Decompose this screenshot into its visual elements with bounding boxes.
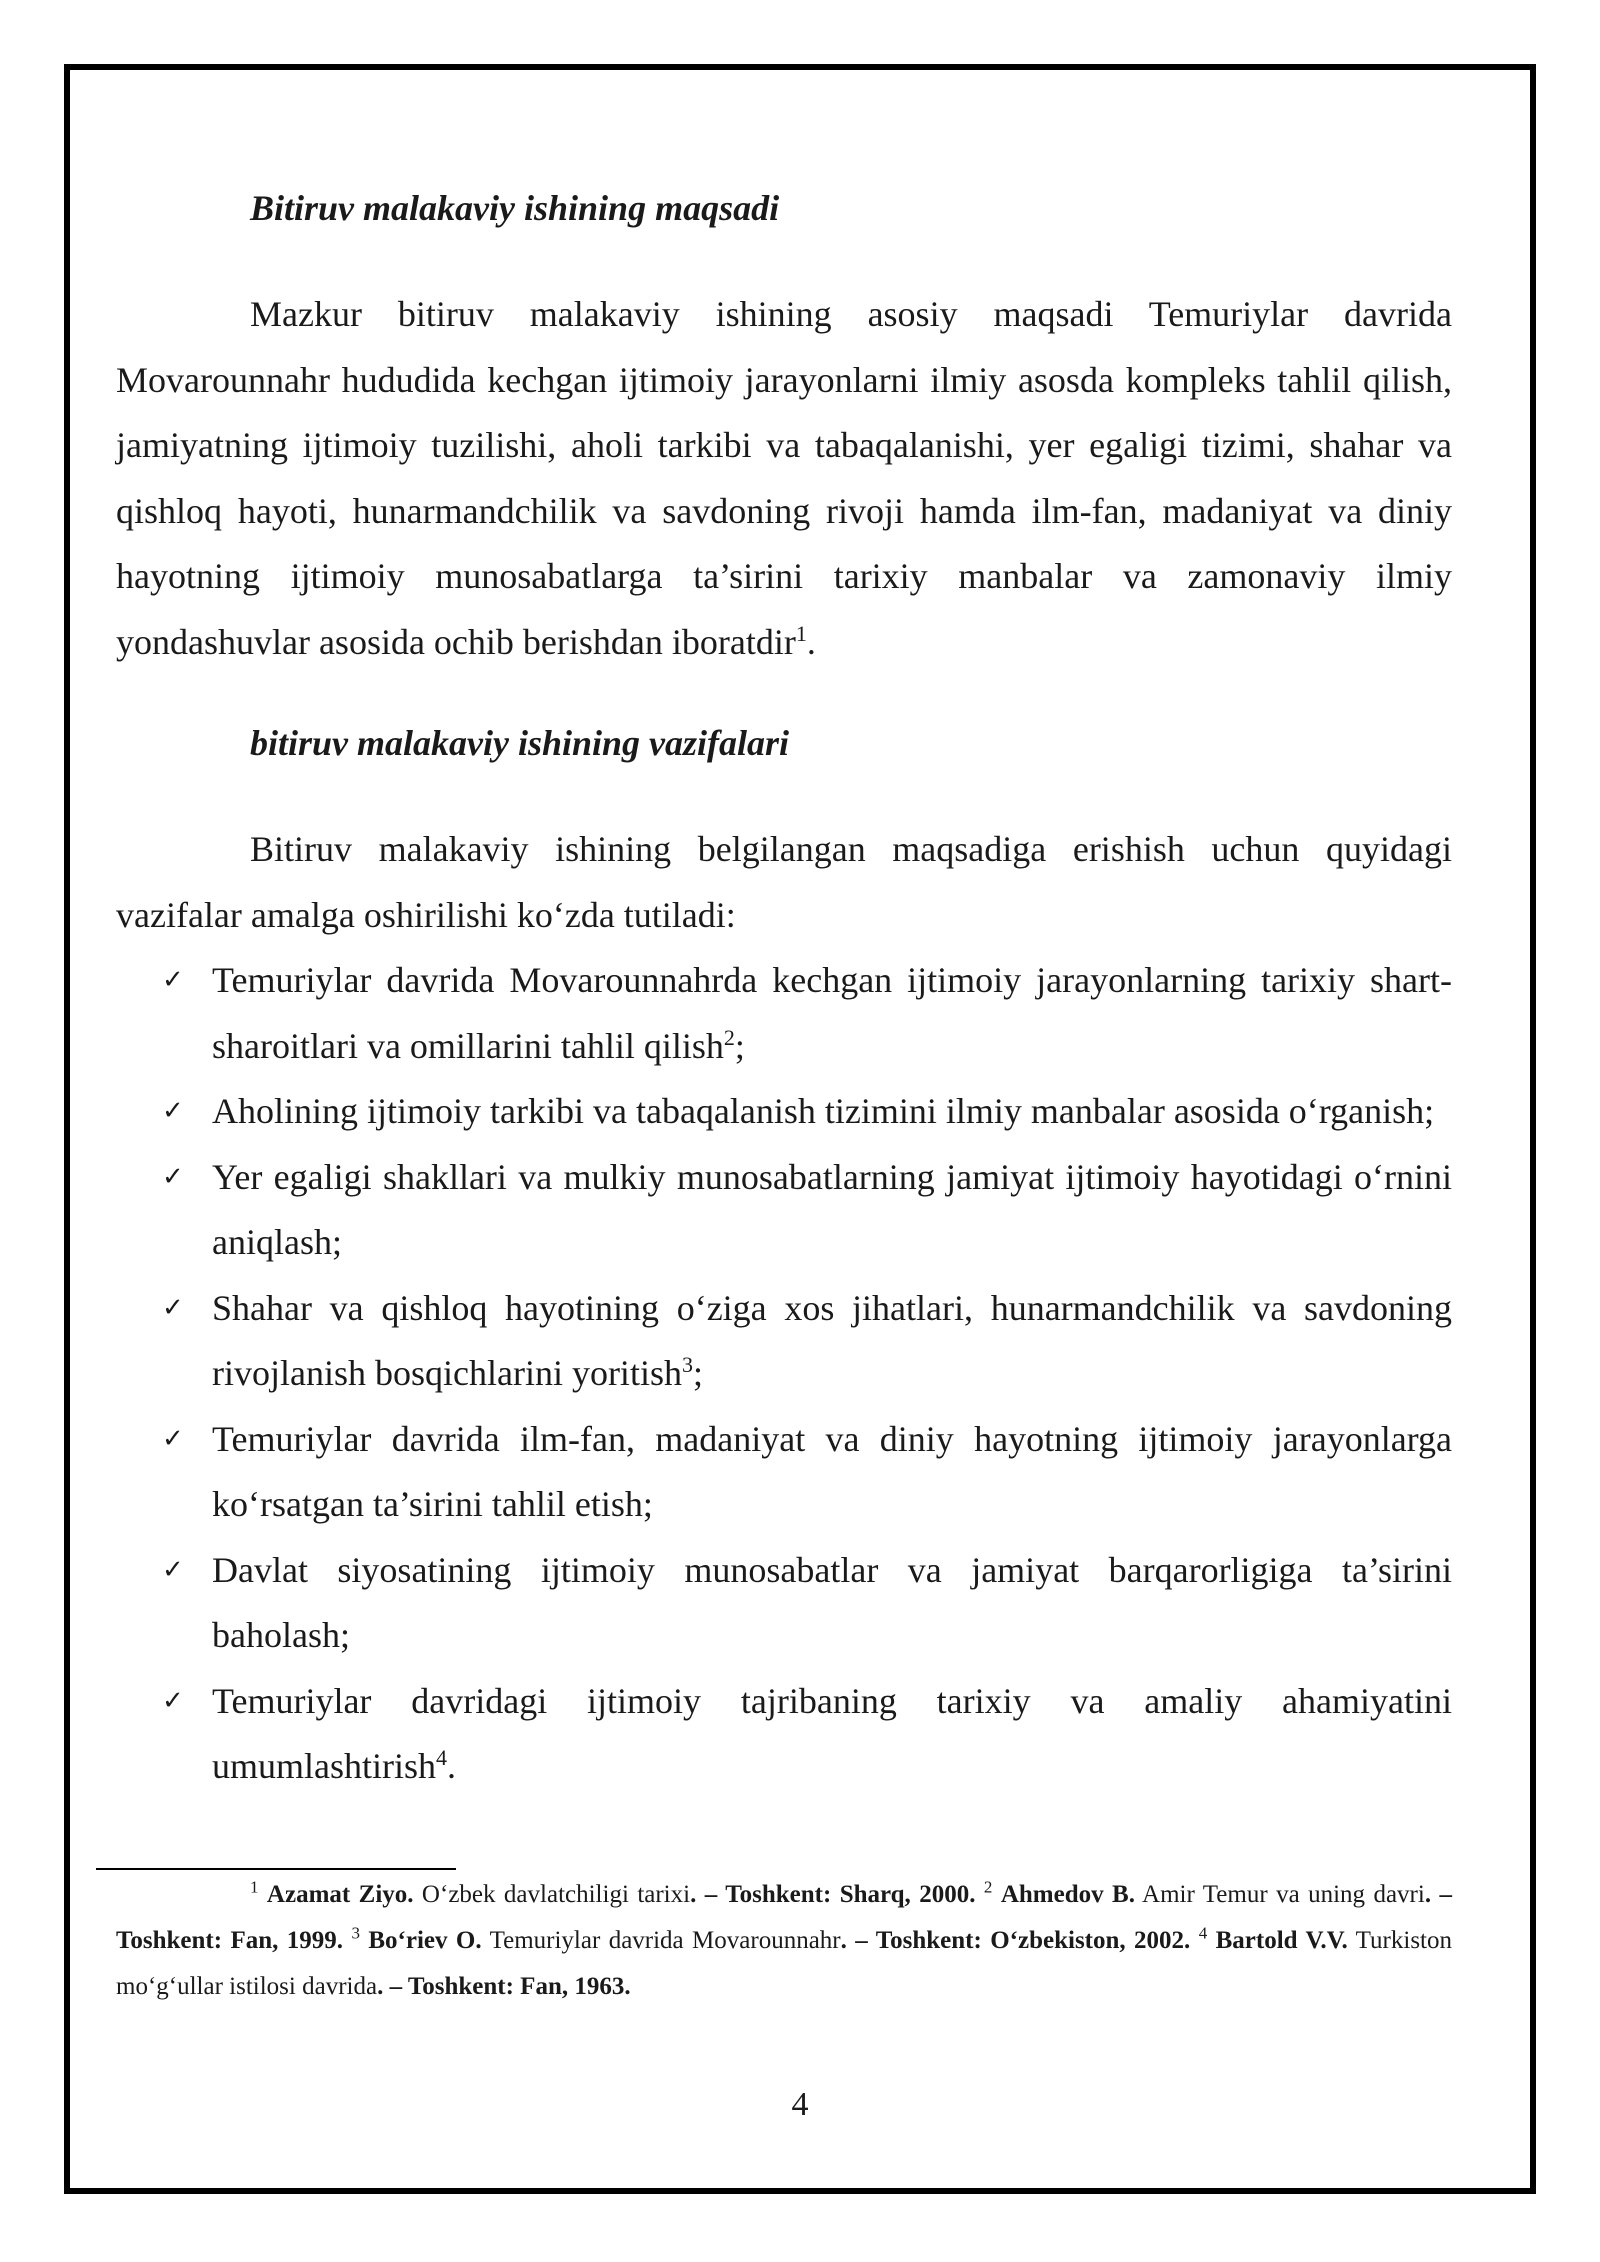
task-item xyxy=(116,1669,1452,1800)
footnote-publisher: . – Toshkent: Fan, 1963. xyxy=(377,1973,631,2000)
footnote-title: Amir Temur va uning davri xyxy=(1134,1881,1425,1908)
task-text: Davlat siyosatining ijtimoiy munosabatlar va jamiyat barqarorligiga ta’sirini baholash; xyxy=(212,1549,1452,1655)
goal-paragraph xyxy=(116,282,1452,675)
footnote-author: Bartold V.V. xyxy=(1215,1927,1348,1954)
footnote-publisher: . – Toshkent: O‘zbekiston, 2002. xyxy=(840,1927,1191,1954)
footnote-ref: 3 xyxy=(681,1352,693,1377)
tasks-heading: bitiruv malakaviy ishining vazifalari xyxy=(250,723,790,763)
footnote-ref: 4 xyxy=(436,1745,447,1770)
footnote-separator xyxy=(96,1868,456,1870)
check-icon: ✓ xyxy=(162,1423,184,1454)
task-text: Temuriylar davrida ilm-fan, madaniyat va diniy hayotning ijtimoiy jarayonlarga ko‘rsatgan ta’sirini tahlil etish; xyxy=(212,1418,1452,1524)
task-item xyxy=(116,948,1452,1079)
footnote-title: O‘zbek davlatchiligi tarixi xyxy=(413,1881,691,1908)
footnote-number: 2 xyxy=(983,1877,993,1897)
check-icon: ✓ xyxy=(162,1554,184,1585)
footnote-author: Bo‘riev O. xyxy=(368,1927,482,1954)
task-item xyxy=(116,1276,1452,1407)
goal-end: . xyxy=(806,621,816,662)
task-list xyxy=(116,948,1452,1800)
task-text: Aholining ijtimoiy tarkibi va tabaqalanish tizimini ilmiy manbalar asosida o‘rganish; xyxy=(212,1091,1435,1131)
check-icon: ✓ xyxy=(162,965,184,995)
task-text: Yer egaligi shakllari va mulkiy munosabatlarning jamiyat ijtimoiy hayotidagi o‘rnini aniqlash; xyxy=(212,1156,1452,1262)
task-item xyxy=(116,1407,1452,1538)
footnote-author: Ahmedov B. xyxy=(1000,1881,1135,1908)
check-icon: ✓ xyxy=(162,1292,184,1323)
task-text: Shahar va qishloq hayotining o‘ziga xos jihatlari, hunarmandchilik va savdoning rivojlanish bosqichlarini yoritish xyxy=(212,1287,1452,1393)
task-item xyxy=(116,1538,1452,1669)
page-number: 4 xyxy=(791,2086,809,2123)
footnotes xyxy=(116,1872,1452,2010)
footnote-title: Temuriylar davrida Movarounnahr xyxy=(481,1927,841,1954)
check-icon: ✓ xyxy=(162,1096,184,1126)
task-end: . xyxy=(447,1746,456,1786)
task-text: Temuriylar davrida Movarounnahrda kechgan ijtimoiy jarayonlarning tarixiy shart-sharoitlari va omillarini tahlil qilish xyxy=(212,960,1452,1066)
footnote-ref: 2 xyxy=(723,1024,735,1050)
footnote-author: Azamat Ziyo. xyxy=(266,1881,414,1908)
footnote-ref-1: 1 xyxy=(795,620,807,646)
footnote-number: 3 xyxy=(351,1923,360,1943)
task-item xyxy=(116,1145,1452,1276)
task-end: ; xyxy=(734,1025,745,1066)
goal-heading: Bitiruv malakaviy ishining maqsadi xyxy=(250,188,780,228)
footnote-number: 1 xyxy=(250,1877,259,1897)
document-body xyxy=(116,180,1452,1800)
footnote-number: 4 xyxy=(1198,1923,1208,1943)
footnote-publisher: . – Toshkent: Fan, 1999. xyxy=(116,1881,1452,1954)
task-end: ; xyxy=(692,1353,703,1393)
tasks-intro: Bitiruv malakaviy ishining belgilangan maqsadiga erishish uchun quyidagi vazifalar amalga oshirilishi ko‘zda tutiladi: xyxy=(116,829,1452,935)
check-icon: ✓ xyxy=(162,1161,184,1192)
task-item xyxy=(116,1079,1452,1145)
check-icon: ✓ xyxy=(162,1685,184,1716)
footnote-title: Turkiston mo‘g‘ullar istilosi davrida xyxy=(116,1927,1452,2000)
goal-text: Mazkur bitiruv malakaviy ishining asosiy maqsadi Temuriylar davrida Movarounnahr hududida kechgan ijtimoiy jarayonlarni ilmiy asosda kompleks tahlil qilish, jamiyatning ijtimoiy tuzilishi, aholi tarkibi va tabaqalanishi, yer egaligi tizimi, shahar va qishloq hayoti, hunarmandchilik va savdoning rivoji hamda ilm-fan, madaniyat va diniy hayotning ijtimoiy munosabatlarga ta’sirini tarixiy manbalar va zamonaviy ilmiy yondashuvlar asosida ochib berishdan iboratdir xyxy=(116,294,1452,662)
task-text: Temuriylar davridagi ijtimoiy tajribaning tarixiy va amaliy ahamiyatini umumlashtirish xyxy=(212,1680,1452,1786)
footnote-publisher: . – Toshkent: Sharq, 2000. xyxy=(690,1881,976,1908)
